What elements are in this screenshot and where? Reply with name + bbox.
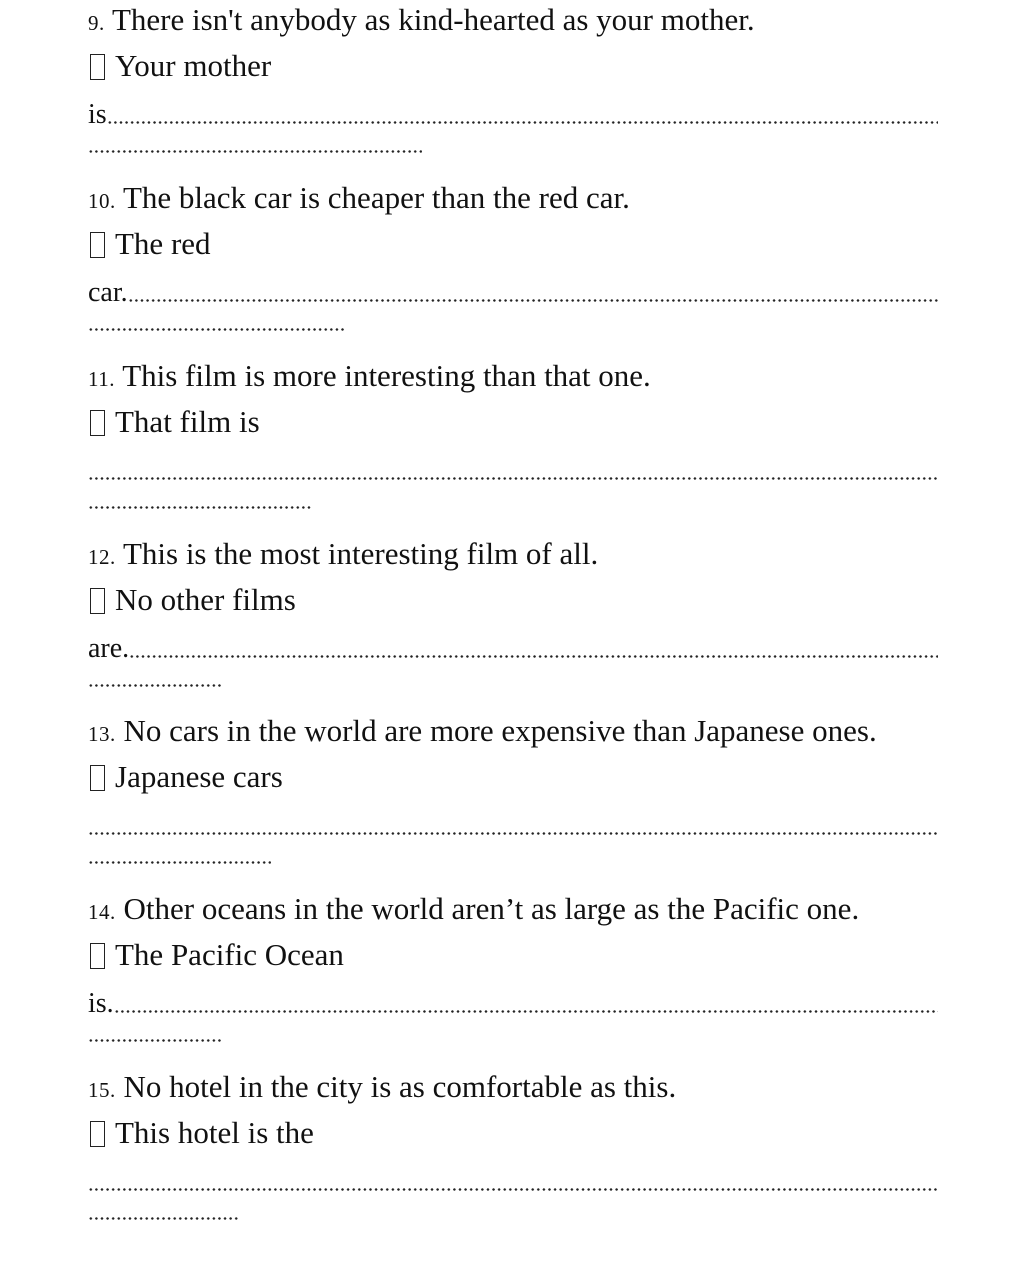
rewrite-prompt-line	[88, 757, 283, 797]
answer-line-1[interactable]	[88, 272, 938, 308]
answer-line-1[interactable]	[88, 805, 938, 841]
rewrite-prompt-line	[88, 402, 260, 442]
answer-continuation-word: is	[88, 99, 107, 130]
missing-glyph-box-icon	[90, 54, 105, 80]
answer-line-1[interactable]	[88, 450, 938, 486]
answer-line-2[interactable]	[88, 506, 313, 512]
question-sentence: Other oceans in the world aren’t as large as the Pacific one.	[123, 891, 860, 926]
answer-line-2[interactable]	[88, 1217, 239, 1223]
question-line	[88, 1067, 676, 1107]
rewrite-prompt-line	[88, 224, 211, 264]
question-line	[88, 0, 755, 40]
rewrite-prompt-line	[88, 580, 296, 620]
question-number: 13.	[88, 722, 116, 746]
exercise-15	[88, 1067, 940, 1242]
exercise-13	[88, 711, 940, 886]
answer-line-2[interactable]	[88, 150, 422, 156]
question-sentence: This is the most interesting film of all.	[122, 536, 599, 571]
answer-line-1[interactable]	[88, 94, 938, 130]
answer-line-1[interactable]	[88, 983, 938, 1019]
missing-glyph-box-icon	[90, 765, 105, 791]
missing-glyph-box-icon	[90, 943, 105, 969]
rewrite-prompt-line	[88, 1113, 314, 1153]
answer-line-2[interactable]	[88, 1039, 222, 1045]
rewrite-prompt: The red	[115, 226, 211, 261]
rewrite-prompt: The Pacific Ocean	[115, 937, 344, 972]
dotted-answer-space	[128, 299, 938, 302]
missing-glyph-box-icon	[90, 1121, 105, 1147]
answer-continuation-word: is.	[88, 988, 114, 1019]
exercise-12	[88, 534, 940, 709]
rewrite-prompt: No other films	[115, 582, 296, 617]
answer-line-1[interactable]	[88, 628, 938, 664]
question-line	[88, 711, 877, 751]
missing-glyph-box-icon	[90, 232, 105, 258]
question-number: 11.	[88, 367, 115, 391]
rewrite-prompt-line	[88, 46, 271, 86]
question-number: 10.	[88, 189, 116, 213]
question-number: 12.	[88, 545, 116, 569]
answer-line-1[interactable]	[88, 1161, 938, 1197]
question-line	[88, 534, 598, 574]
answer-line-2[interactable]	[88, 684, 222, 690]
rewrite-prompt: Japanese cars	[115, 759, 283, 794]
question-sentence: The black car is cheaper than the red car.	[122, 180, 630, 215]
missing-glyph-box-icon	[90, 588, 105, 614]
question-sentence: No hotel in the city is as comfortable as this.	[123, 1069, 677, 1104]
exercise-14	[88, 889, 940, 1064]
exercise-11	[88, 356, 940, 531]
rewrite-prompt-line	[88, 935, 344, 975]
dotted-answer-space	[107, 121, 938, 124]
answer-line-2[interactable]	[88, 328, 346, 334]
question-line	[88, 889, 859, 929]
answer-continuation-word: are.	[88, 633, 130, 664]
missing-glyph-box-icon	[90, 410, 105, 436]
dotted-answer-space	[88, 477, 938, 480]
dotted-answer-space	[88, 1188, 938, 1191]
question-number: 15.	[88, 1078, 116, 1102]
question-sentence: This film is more interesting than that one.	[122, 358, 651, 393]
dotted-answer-space	[88, 832, 938, 835]
question-sentence: No cars in the world are more expensive than Japanese ones.	[123, 713, 877, 748]
dotted-answer-space	[114, 1010, 938, 1013]
question-sentence: There isn't anybody as kind-hearted as your mother.	[111, 2, 755, 37]
exercise-10	[88, 178, 940, 353]
question-line	[88, 356, 651, 396]
exercise-9	[88, 0, 940, 175]
question-number: 9.	[88, 11, 105, 35]
rewrite-prompt: This hotel is the	[115, 1115, 314, 1150]
question-number: 14.	[88, 900, 116, 924]
question-line	[88, 178, 630, 218]
dotted-answer-space	[129, 655, 938, 658]
answer-continuation-word: car.	[88, 277, 128, 308]
rewrite-prompt: That film is	[115, 404, 260, 439]
answer-line-2[interactable]	[88, 861, 271, 867]
rewrite-prompt: Your mother	[115, 48, 272, 83]
